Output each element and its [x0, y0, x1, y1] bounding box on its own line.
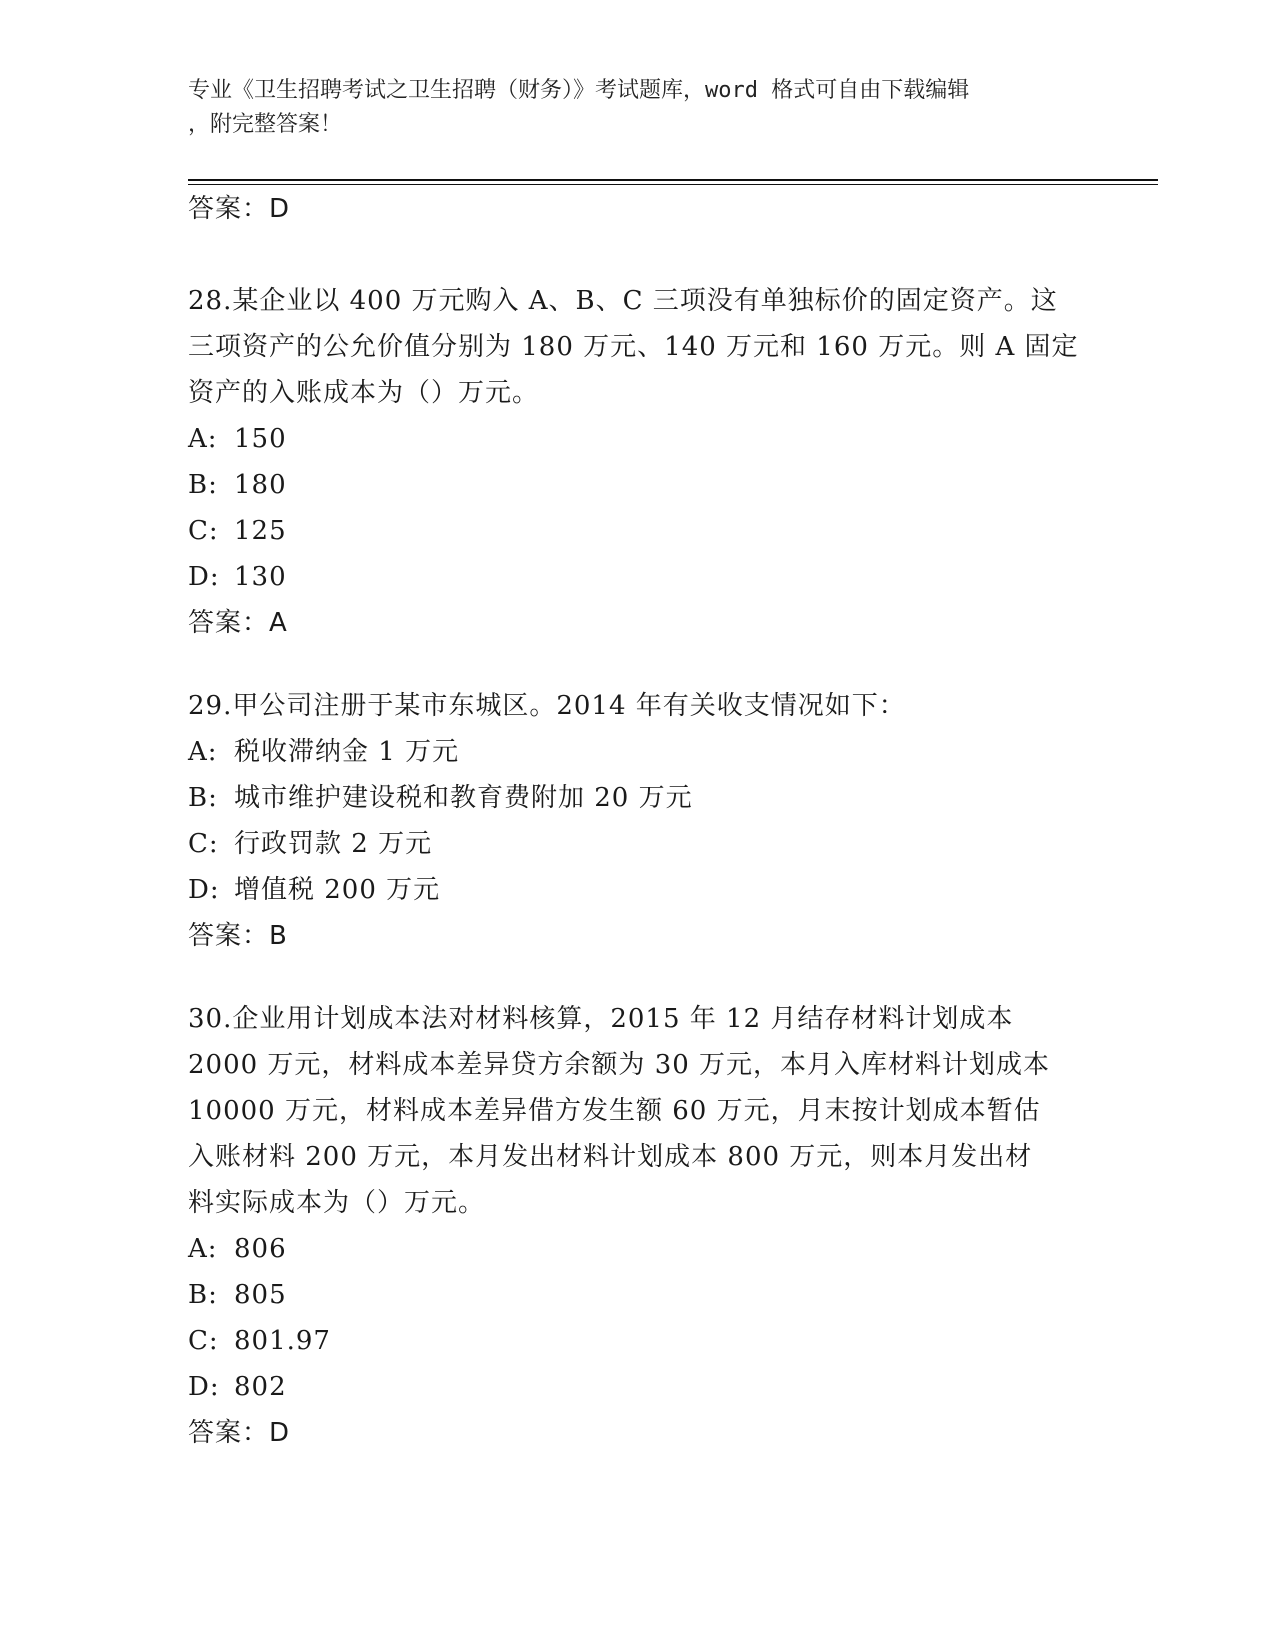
option-key: B:	[188, 470, 218, 500]
question-30-option-b	[188, 1272, 1088, 1318]
question-30	[188, 996, 1088, 1456]
header-line-1: 专业《卫生招聘考试之卫生招聘（财务）》考试题库，word 格式可自由下载编辑	[188, 78, 970, 103]
question-30-option-a	[188, 1226, 1088, 1272]
question-28-option-a	[188, 416, 1088, 462]
option-text: 城市维护建设税和教育费附加 20 万元	[234, 783, 693, 813]
question-30-answer: 答案：D	[188, 1418, 291, 1448]
question-28-option-b	[188, 462, 1088, 508]
question-30-line-1: 30.企业用计划成本法对材料核算，2015 年 12 月结存材料计划成本	[188, 1004, 1014, 1034]
option-text: 增值税 200 万元	[234, 875, 441, 905]
question-30-option-c	[188, 1318, 1088, 1364]
option-key: D:	[188, 875, 220, 905]
option-text: 180	[234, 470, 287, 500]
option-key: A:	[188, 1234, 218, 1264]
option-text: 806	[234, 1234, 287, 1264]
option-key: D:	[188, 562, 220, 592]
option-text: 130	[234, 562, 287, 592]
question-29-option-a	[188, 729, 1088, 775]
question-30-line-2: 2000 万元，材料成本差异贷方余额为 30 万元，本月入库材料计划成本	[188, 1050, 1051, 1080]
question-28-answer: 答案：A	[188, 608, 288, 638]
question-29-option-d	[188, 867, 1088, 913]
option-text: 125	[234, 516, 287, 546]
option-key: C:	[188, 516, 219, 546]
question-30-option-d	[188, 1364, 1088, 1410]
header-rule-thin	[188, 184, 1158, 185]
question-28	[188, 278, 1088, 646]
question-30-line-3: 10000 万元，材料成本差异借方发生额 60 万元，月末按计划成本暂估	[188, 1096, 1041, 1126]
option-key: B:	[188, 1280, 218, 1310]
previous-answer: 答案：D	[188, 194, 291, 224]
question-29	[188, 683, 1088, 959]
header-rule-thick	[188, 179, 1158, 181]
option-key: C:	[188, 1326, 219, 1356]
question-28-line-2: 三项资产的公允价值分别为 180 万元、140 万元和 160 万元。则 A 固定	[188, 332, 1079, 362]
option-text: 150	[234, 424, 287, 454]
option-key: C:	[188, 829, 219, 859]
question-28-option-c	[188, 508, 1088, 554]
question-28-line-3: 资产的入账成本为（）万元。	[188, 378, 540, 408]
question-29-option-c	[188, 821, 1088, 867]
option-text: 805	[234, 1280, 287, 1310]
previous-answer-block	[188, 186, 1088, 232]
option-text: 税收滞纳金 1 万元	[234, 737, 460, 767]
option-text: 801.97	[234, 1326, 331, 1356]
question-30-line-4: 入账材料 200 万元，本月发出材料计划成本 800 万元，则本月发出材	[188, 1142, 1033, 1172]
option-key: A:	[188, 737, 218, 767]
question-29-line-1: 29.甲公司注册于某市东城区。2014 年有关收支情况如下：	[188, 691, 906, 721]
question-30-line-5: 料实际成本为（）万元。	[188, 1188, 486, 1218]
document-header	[188, 74, 1088, 142]
option-text: 802	[234, 1372, 287, 1402]
question-28-line-1: 28.某企业以 400 万元购入 A、B、C 三项没有单独标价的固定资产。这	[188, 286, 1058, 316]
option-key: A:	[188, 424, 218, 454]
option-key: B:	[188, 783, 218, 813]
question-28-option-d	[188, 554, 1088, 600]
question-29-option-b	[188, 775, 1088, 821]
option-key: D:	[188, 1372, 220, 1402]
question-29-answer: 答案：B	[188, 921, 288, 951]
header-line-2: ，附完整答案！	[188, 112, 343, 137]
option-text: 行政罚款 2 万元	[234, 829, 433, 859]
